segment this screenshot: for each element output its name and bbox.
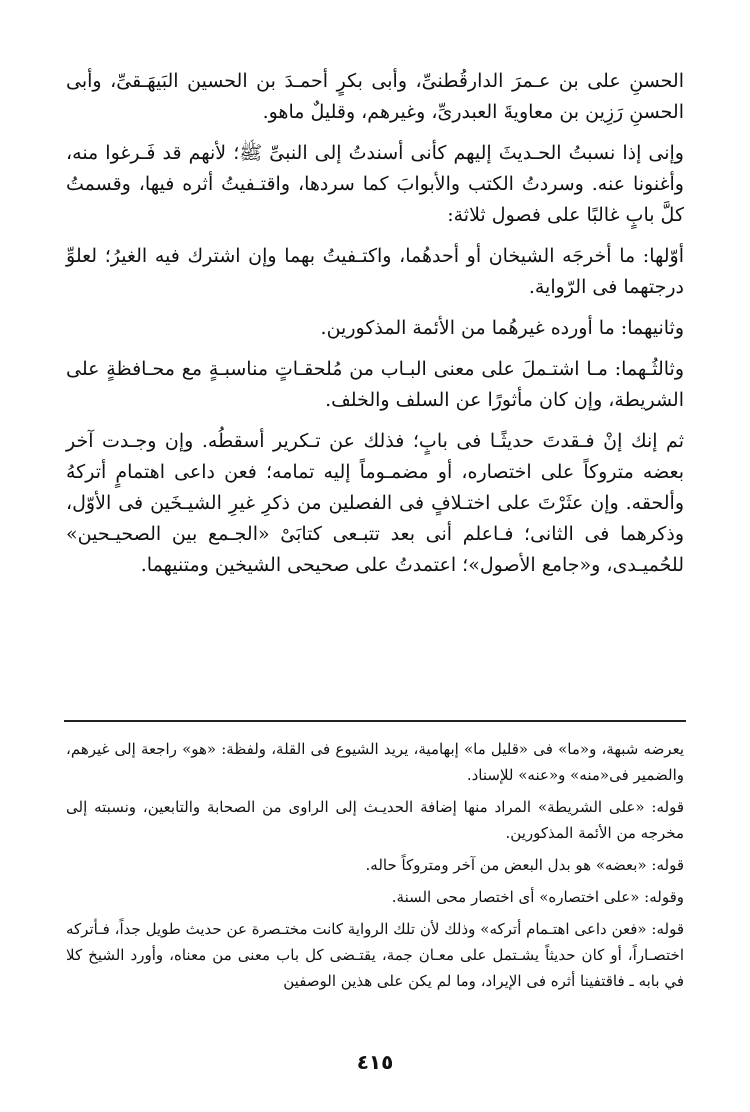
footnote-3: قوله: «بعضه» هو بدل البعض من آخر ومتروكاً حاله. [365, 856, 684, 874]
paragraph-4: وثانيهما: ما أورده غيرهُما من الأئمة المذكورين. [320, 317, 684, 339]
footnote-5: قوله: «فعن داعى اهتـمام أتركه» وذلك لأن تلك الرواية كانت مختـصرة عن حديث طويل جداً، فـأتركه اختصـاراً، أو كان حديثاً يشـتمل على معـان جمة، يقتـضى كل باب معنى من معناه، وأورد الشيخ كلا في بابه ـ فاقتفينا أثره فى الإيراد، وما لم يكن على هذين الوصفين [66, 920, 684, 990]
paragraph-2: وإنى إذا نسبتُ الحـديثَ إليهم كأنى أسندتُ إلى النبىِّ ﷺ؛ لأنهم قد فَـرغوا منه، وأغنونا عنه. وسردتُ الكتب والأبوابَ كما سردها، واقتـفيتُ أثره فيها، وقسمتُ كلَّ بابٍ غالبًا على فصول ثلاثة: [66, 142, 684, 226]
paragraph-1: الحسنِ على بن عـمرَ الدارقُطنىِّ، وأبى بكرٍ أحمـدَ بن الحسين البَيهَـقىِّ، وأبى الحسنِ رَزِين بن معاويةَ العبدرىِّ، وغيرهم، وقليلٌ ماهو. [66, 70, 684, 123]
paragraph-6: ثم إنك إنْ فـقدتَ حديثًـا فى بابٍ؛ فذلك عن تـكرير أسقطُه. وإن وجـدت آخر بعضه متروكاً على اختصاره، أو مضمـوماً إليه تمامه؛ فعن داعى اهتمامٍ أتركهُ وألحقه. وإن عثَرْتَ على اختـلافٍ فى الفصلين من ذكرِ غيرِ الشيـخَين فى الأوّل، وذكرهما فى الثانى؛ فـاعلم أنى بعد تتبـعى كتابَىْ «الجـمع بين الصحيـحين» للحُميـدى، و«جامع الأصول»؛ اعتمدتُ على صحيحى الشيخين ومتنيهما. [66, 430, 684, 576]
page-number: ٤١٥ [356, 1050, 394, 1074]
footnote-1: يعرضه شبهة، و«ما» فى «قليل ما» إبهامية، يريد الشيوع فى القلة، ولفظة: «هو» راجعة إلى غيرهم، والضمير فى«منه» و«عنه» للإسناد. [66, 740, 684, 784]
footnotes-section [66, 736, 684, 1000]
paragraph-3: أوّلها: ما أخرجَه الشيخان أو أحدهُما، واكتـفيتُ بهما وإن اشترك فيه الغيرُ؛ لعلوِّ درجتهما فى الرّواية. [66, 245, 684, 298]
footnote-2: قوله: «على الشريطة» المراد منها إضافة الحديـث إلى الراوى من الصحابة والتابعين، ونسبته إلى مخرجه من الأئمة المذكورين. [66, 798, 684, 842]
footnote-divider [64, 720, 686, 722]
main-text-body [66, 66, 684, 591]
paragraph-5: وثالثُـهما: مـا اشتـملَ على معنى البـاب من مُلحقـاتٍ مناسبـةٍ مع محـافظةٍ على الشريطة، وإن كان مأثورًا عن السلف والخلف. [66, 358, 684, 411]
footnote-4: وقوله: «على اختصاره» أى اختصار محى السنة. [391, 888, 684, 906]
